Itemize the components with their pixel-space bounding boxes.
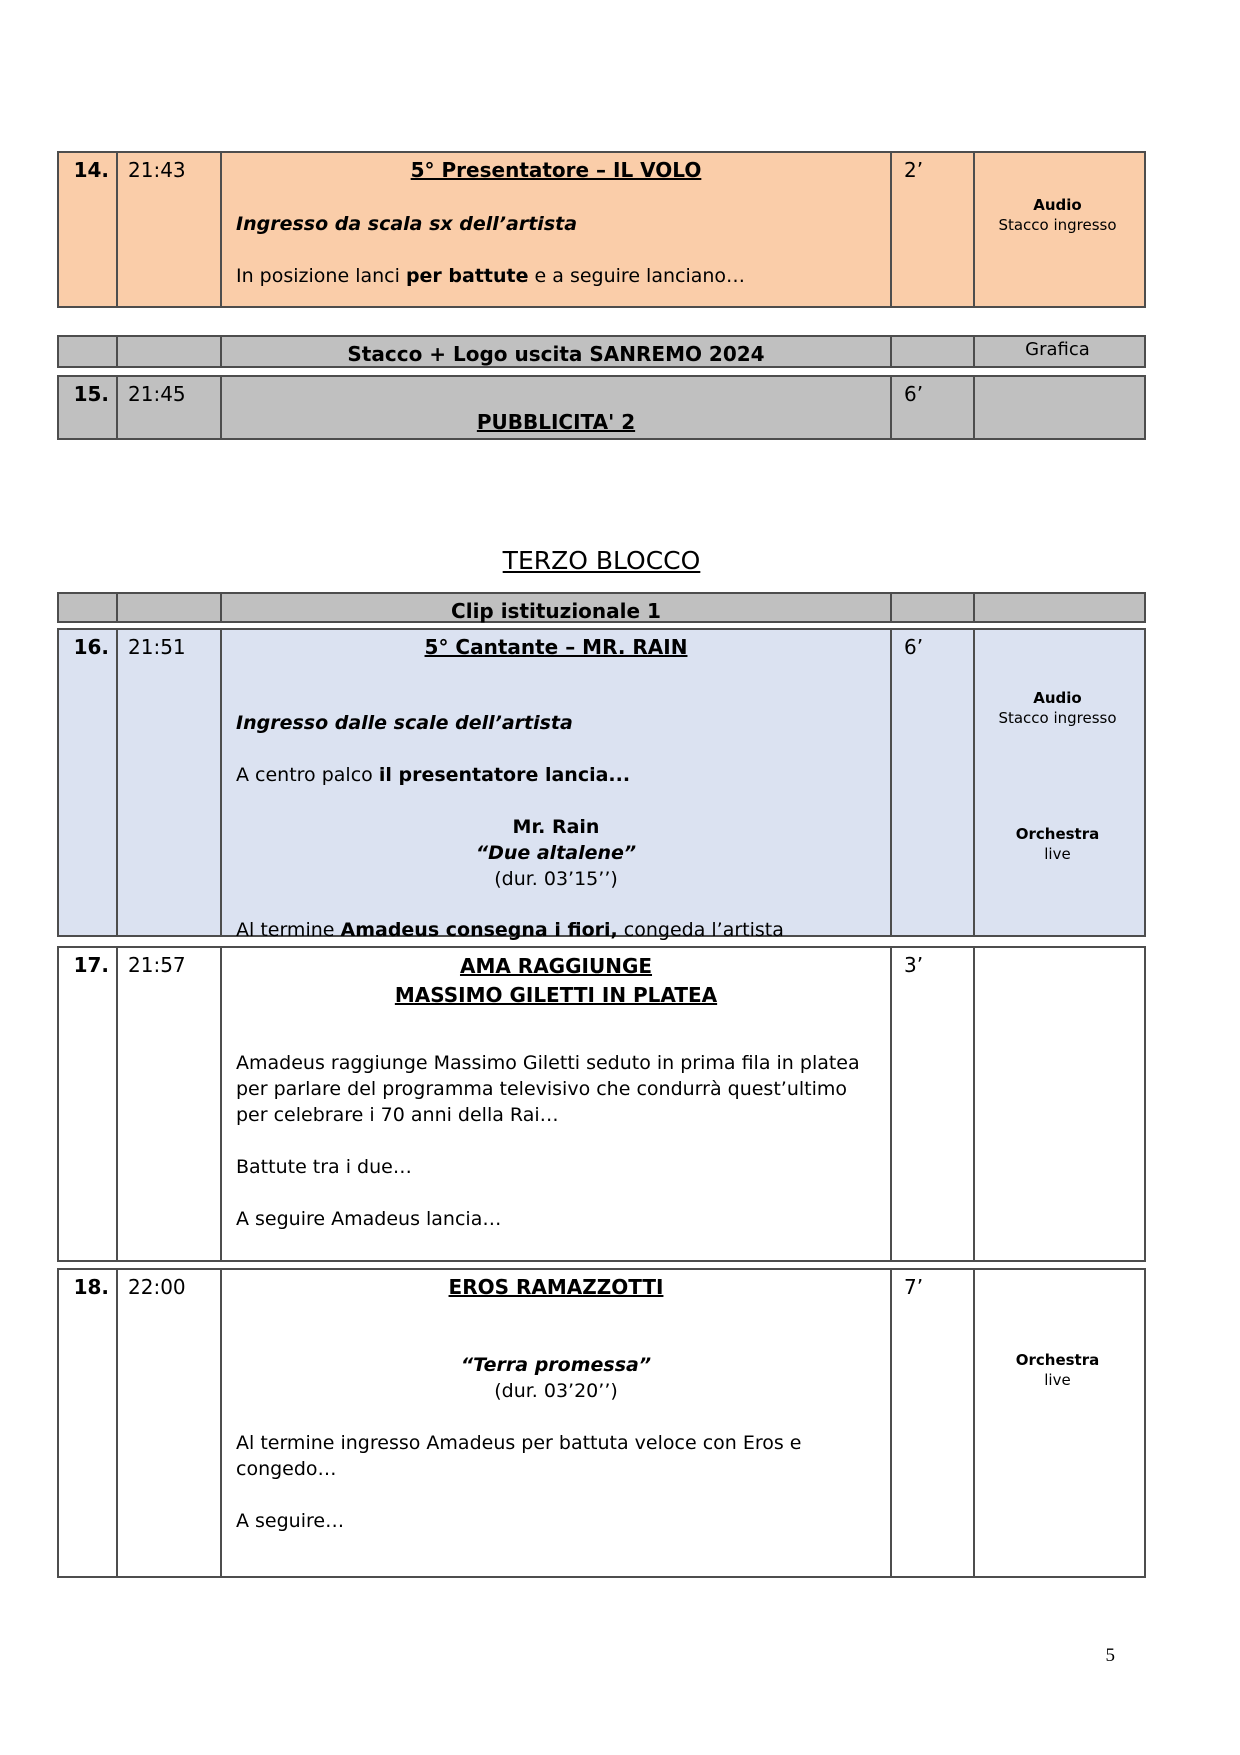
song-title: “Terra promessa” xyxy=(460,1354,652,1376)
item-duration: 2’ xyxy=(890,153,973,306)
item-number: 16. xyxy=(73,635,109,659)
audio-note xyxy=(975,688,1140,728)
empty-cell xyxy=(59,594,116,621)
item-number: 18. xyxy=(73,1275,109,1299)
entrance-note: Ingresso da scala sx dell’artista xyxy=(236,213,578,235)
orchestra-value: live xyxy=(1044,845,1071,863)
clip-band xyxy=(57,592,1146,623)
orchestra-label: Orchestra xyxy=(1015,825,1100,843)
audio-value: Stacco ingresso xyxy=(998,709,1117,727)
launch-line: A centro palco il presentatore lancia... xyxy=(236,764,631,786)
item-time: 21:45 xyxy=(116,377,220,438)
item-content xyxy=(220,630,890,941)
artist-name: Mr. Rain xyxy=(512,816,600,838)
item-title: 5° Presentatore – IL VOLO xyxy=(410,158,702,182)
orchestra-label: Orchestra xyxy=(1015,1351,1100,1369)
item-content xyxy=(220,377,890,438)
item-duration: 3’ xyxy=(890,948,973,1260)
item-content xyxy=(220,948,890,1260)
empty-cell xyxy=(890,594,973,621)
section-heading: TERZO BLOCCO xyxy=(502,546,701,575)
description-line2: Battute tra i due… xyxy=(236,1156,412,1178)
item-description: In posizione lanci per battute e a seguire lanciano… xyxy=(236,265,746,287)
item-number: 17. xyxy=(73,953,109,977)
song-duration: (dur. 03’20’’) xyxy=(494,1380,618,1402)
audio-label: Audio xyxy=(1033,689,1082,707)
item-notes xyxy=(973,630,1140,935)
page-number: 5 xyxy=(1105,1645,1115,1666)
description-line3: A seguire Amadeus lancia… xyxy=(236,1208,502,1230)
song-title: “Due altalene” xyxy=(475,842,637,864)
orchestra-value: live xyxy=(1044,1371,1071,1389)
rundown-row-18 xyxy=(57,1268,1146,1578)
orchestra-note xyxy=(975,1350,1140,1390)
item-time: 21:43 xyxy=(116,153,220,306)
item-description: Amadeus raggiunge Massimo Giletti seduto in prima fila in platea per parlare del programma televisivo che condurrà quest’ultimo per celebrare i 70 anni della Rai… xyxy=(236,1052,860,1126)
item-duration: 6’ xyxy=(890,377,973,438)
band-title: Stacco + Logo uscita SANREMO 2024 xyxy=(220,337,890,366)
item-description: Al termine ingresso Amadeus per battuta veloce con Eros e congedo… xyxy=(236,1432,802,1480)
band-title: Clip istituzionale 1 xyxy=(220,594,890,621)
item-content xyxy=(220,153,890,306)
entrance-note: Ingresso dalle scale dell’artista xyxy=(236,712,573,734)
rundown-row-17 xyxy=(57,946,1146,1262)
rundown-row-15 xyxy=(57,375,1146,440)
stacco-logo-band xyxy=(57,335,1146,368)
item-number: 14. xyxy=(73,158,109,182)
orchestra-note xyxy=(975,824,1140,864)
empty-cell xyxy=(59,337,116,366)
item-content xyxy=(220,1270,890,1576)
empty-cell xyxy=(973,594,1140,621)
description-line2: A seguire… xyxy=(236,1510,345,1532)
item-notes xyxy=(973,1270,1140,1576)
item-notes xyxy=(973,153,1140,306)
audio-value: Stacco ingresso xyxy=(998,216,1117,234)
item-number: 15. xyxy=(73,382,109,406)
item-title-line2: MASSIMO GILETTI IN PLATEA xyxy=(394,983,718,1007)
item-title: EROS RAMAZZOTTI xyxy=(448,1275,664,1299)
audio-note xyxy=(975,195,1140,235)
audio-label: Audio xyxy=(1033,196,1082,214)
item-time: 21:51 xyxy=(116,630,220,935)
empty-cell xyxy=(116,337,220,366)
item-title: PUBBLICITA' 2 xyxy=(476,410,636,434)
item-time: 21:57 xyxy=(116,948,220,1260)
item-title-line1: AMA RAGGIUNGE xyxy=(459,954,653,978)
rundown-row-16 xyxy=(57,628,1146,941)
empty-cell xyxy=(890,337,973,366)
item-time: 22:00 xyxy=(116,1270,220,1576)
item-title xyxy=(236,952,876,1010)
grafica-note: Grafica xyxy=(973,337,1140,366)
item-notes xyxy=(973,948,1140,1260)
song-duration: (dur. 03’15’’) xyxy=(494,868,618,890)
rundown-row-14 xyxy=(57,151,1146,308)
outro-line: Al termine Amadeus consegna i fiori, congeda l’artista xyxy=(236,919,784,941)
item-duration: 6’ xyxy=(890,630,973,935)
empty-cell xyxy=(116,594,220,621)
item-duration: 7’ xyxy=(890,1270,973,1576)
item-title: 5° Cantante – MR. RAIN xyxy=(424,635,688,659)
item-notes xyxy=(973,377,1140,438)
